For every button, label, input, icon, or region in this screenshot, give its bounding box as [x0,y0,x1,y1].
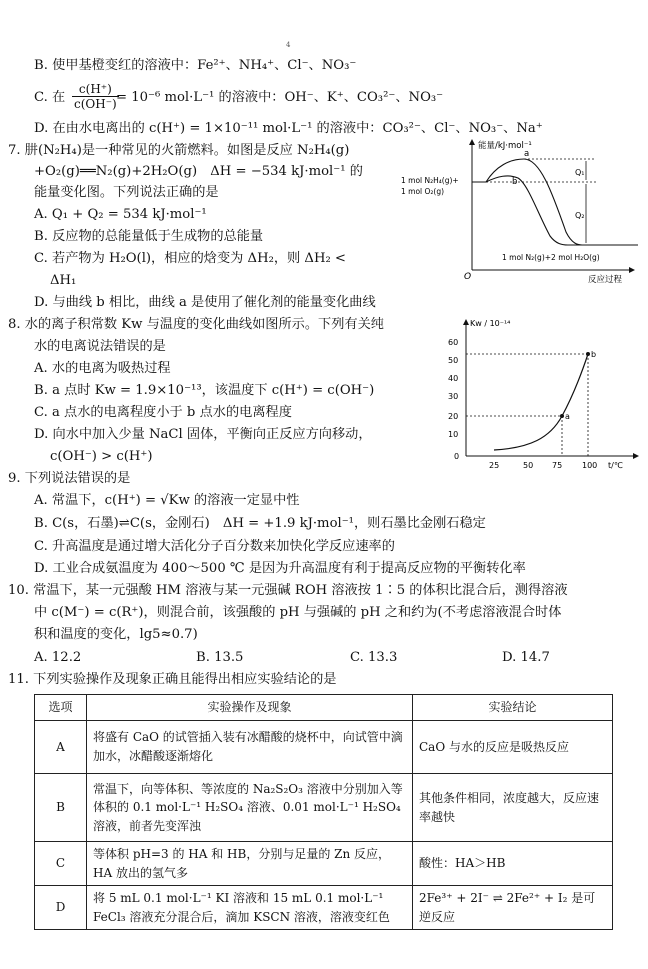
row-operation: 将盛有 CaO 的试管插入装有冰醋酸的烧杯中，向试管中滴加水，冰醋酸逐渐熔化 [87,721,413,774]
point-b [586,352,590,356]
text-line: = 10⁻⁶ mol·L⁻¹ 的溶液中：OH⁻、K⁺、CO₃²⁻、NO₃⁻ [116,90,444,105]
text-line: C. 13.3 [350,650,398,665]
curve-b-label: b [512,177,518,187]
y-tick-30: 30 [448,392,459,401]
energy-axis-label: 能量/kJ·mol⁻¹ [478,141,532,151]
x-tick-25: 25 [489,461,500,470]
x-tick-75: 75 [552,461,563,470]
row-conclusion: 2Fe³⁺ + 2I⁻ ⇌ 2Fe²⁺ + I₂ 是可逆反应 [413,886,613,930]
text-line: A. 12.2 [34,650,82,665]
text-line: 水的电离说法错误的是 [34,339,166,354]
origin-label: O [464,272,472,282]
text-line: C. 在 [34,90,66,105]
row-option: A [35,721,87,774]
text-line: 9. 下列说法错误的是 [8,471,131,486]
point-a-label: a [565,412,570,421]
point-a [560,414,564,418]
text-line: 8. 水的离子积常数 Kw 与温度的变化曲线如图所示。下列有关纯 [8,317,384,332]
text-line: D. 在由水电离出的 c(H⁺) = 1×10⁻¹¹ mol·L⁻¹ 的溶液中：CO₃²⁻、Cl⁻、NO₃⁻、Na⁺ [34,121,543,136]
kw-curve [494,354,588,450]
row-conclusion: CaO 与水的反应是吸热反应 [413,721,613,774]
row-operation: 等体积 pH=3 的 HA 和 HB，分别与足量的 Zn 反应，HA 放出的氢气多 [87,842,413,886]
fraction-numerator: c(H⁺) [72,82,119,97]
table-row [35,774,613,842]
text-line: B. 反应物的总能量低于生成物的总能量 [34,229,264,244]
reactant-label-line1: 1 mol N₂H₄(g)+ [401,176,459,185]
row-conclusion: 酸性：HA＞HB [413,842,613,886]
temperature-axis-label: t/℃ [608,461,623,470]
q1-label: Q₁ [575,168,585,177]
x-tick-50: 50 [523,461,534,470]
energy-diagram [400,132,648,284]
row-option: C [35,842,87,886]
text-line: B. a 点时 Kw = 1.9×10⁻¹³，该温度下 c(H⁺) = c(OH⁻) [34,383,375,398]
row-conclusion: 其他条件相同，浓度越大，反应速率越快 [413,774,613,842]
row-option: D [35,886,87,930]
text-line: A. 水的电离为吸热过程 [34,361,171,376]
q2-label: Q₂ [575,211,585,220]
concentration-ratio-fraction [72,82,119,112]
curve-a-label: a [524,149,530,159]
row-operation: 常温下，向等体积、等浓度的 Na₂S₂O₃ 溶液中分别加入等体积的 0.1 mol·L⁻¹ H₂SO₄ 溶液、0.01 mol·L⁻¹ H₂SO₄ 溶液，前者先变浑浊 [87,774,413,842]
header-option: 选项 [35,695,87,721]
kw-temperature-chart [440,312,640,472]
text-line: D. 14.7 [502,650,550,665]
table-row [35,721,613,774]
row-option: B [35,774,87,842]
text-line: D. 向水中加入少量 NaCl 固体，平衡向正反应方向移动， [34,427,372,442]
product-label: 1 mol N₂(g)+2 mol H₂O(g) [502,253,600,262]
text-line: D. 工业合成氨温度为 400～500 ℃ 是因为升高温度有利于提高反应物的平衡转化率 [34,561,526,576]
y-tick-40: 40 [448,374,459,383]
row-operation: 将 5 mL 0.1 mol·L⁻¹ KI 溶液和 15 mL 0.1 mol·L⁻¹ FeCl₃ 溶液充分混合后，滴加 KSCN 溶液，溶液变红色 [87,886,413,930]
x-tick-100: 100 [582,461,598,470]
text-line: 能量变化图。下列说法正确的是 [34,185,219,200]
y-tick-10: 10 [448,430,459,439]
text-line: C. a 点水的电离程度小于 b 点水的电离程度 [34,405,292,420]
header-conclusion: 实验结论 [413,695,613,721]
y-tick-20: 20 [448,412,459,421]
reactant-label-line2: 1 mol O₂(g) [401,187,445,196]
text-line: 7. 肼(N₂H₄)是一种常见的火箭燃料。如图是反应 N₂H₄(g) [8,143,350,158]
y-tick-60: 60 [448,338,459,347]
text-line: c(OH⁻) > c(H⁺) [50,449,153,464]
text-line: B. 使甲基橙变红的溶液中：Fe²⁺、NH₄⁺、Cl⁻、NO₃⁻ [34,58,357,73]
point-b-label: b [591,350,597,359]
text-line: 中 c(M⁻) = c(R⁺)，则混合前，该强酸的 pH 与强碱的 pH 之和约为(不考虑溶液混合时体 [34,605,562,620]
text-line: C. 升高温度是通过增大活化分子百分数来加快化学反应速率的 [34,539,395,554]
text-line: B. C(s，石墨)⇌C(s，金刚石) ΔH = +1.9 kJ·mol⁻¹，则石墨比金刚石稳定 [34,516,486,531]
kw-axis-label: Kw / 10⁻¹⁴ [470,319,511,328]
text-line: C. 若产物为 H₂O(l)，相应的焓变为 ΔH₂，则 ΔH₂ < [34,251,346,266]
text-line: D. 与曲线 b 相比，曲线 a 是使用了催化剂的能量变化曲线 [34,295,376,310]
reaction-progress-label: 反应过程 [588,275,623,284]
page-number: 4 [286,41,291,49]
text-line: A. Q₁ + Q₂ = 534 kJ·mol⁻¹ [34,207,207,222]
text-line: +O₂(g)══N₂(g)+2H₂O(g) ΔH = −534 kJ·mol⁻¹ 的 [34,164,363,179]
text-line: 11. 下列实验操作及现象正确且能得出相应实验结论的是 [8,672,337,687]
text-line: 积和温度的变化，lg5≈0.7) [34,627,198,642]
table-row [35,886,613,930]
text-line: B. 13.5 [196,650,244,665]
curve-b [486,176,568,245]
y-tick-0: 0 [454,452,460,461]
text-line: A. 常温下，c(H⁺) = √Kw 的溶液一定显中性 [34,493,300,508]
header-operation: 实验操作及现象 [87,695,413,721]
table-header-row [35,695,613,721]
y-tick-50: 50 [448,356,459,365]
fraction-denominator: c(OH⁻) [74,97,117,112]
table-row [35,842,613,886]
experiment-table [34,694,613,930]
text-line: ΔH₁ [50,273,77,288]
text-line: 10. 常温下，某一元强酸 HM 溶液与某一元强碱 ROH 溶液按 1∶5 的体积比混合后，测得溶液 [8,583,568,598]
